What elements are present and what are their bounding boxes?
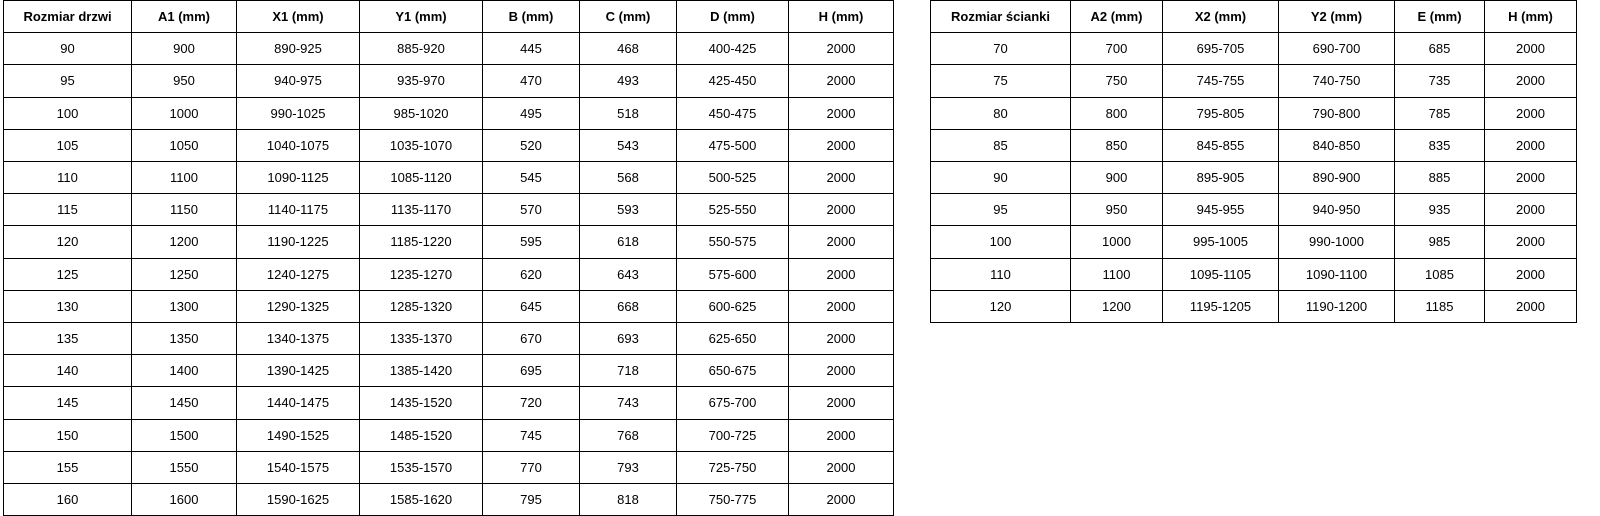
cell: 140 — [4, 355, 132, 387]
cell: 895-905 — [1163, 162, 1279, 194]
cell: 1240-1275 — [237, 258, 360, 290]
cell: 1400 — [132, 355, 237, 387]
cell: 985 — [1395, 226, 1485, 258]
table-row — [4, 33, 894, 65]
cell: 2000 — [789, 323, 894, 355]
table-row — [931, 226, 1577, 258]
cell: 693 — [580, 323, 677, 355]
table-row — [4, 355, 894, 387]
cell: 700-725 — [677, 419, 789, 451]
table-row — [931, 162, 1577, 194]
cell: 1190-1200 — [1279, 290, 1395, 322]
cell: 1285-1320 — [360, 290, 483, 322]
cell: 135 — [4, 323, 132, 355]
column-header: Rozmiar drzwi — [4, 1, 132, 33]
cell: 90 — [4, 33, 132, 65]
column-header: E (mm) — [1395, 1, 1485, 33]
column-header: D (mm) — [677, 1, 789, 33]
cell: 650-675 — [677, 355, 789, 387]
cell: 1535-1570 — [360, 451, 483, 483]
cell: 618 — [580, 226, 677, 258]
cell: 100 — [931, 226, 1071, 258]
cell: 525-550 — [677, 194, 789, 226]
cell: 400-425 — [677, 33, 789, 65]
cell: 725-750 — [677, 451, 789, 483]
cell: 568 — [580, 162, 677, 194]
cell: 1100 — [132, 162, 237, 194]
cell: 850 — [1071, 129, 1163, 161]
cell: 1435-1520 — [360, 387, 483, 419]
cell: 80 — [931, 97, 1071, 129]
cell: 600-625 — [677, 290, 789, 322]
cell: 1140-1175 — [237, 194, 360, 226]
column-header: Rozmiar ścianki — [931, 1, 1071, 33]
cell: 750 — [1071, 65, 1163, 97]
table-row — [4, 97, 894, 129]
cell: 1350 — [132, 323, 237, 355]
cell: 800 — [1071, 97, 1163, 129]
table-row — [931, 194, 1577, 226]
cell: 1195-1205 — [1163, 290, 1279, 322]
cell: 793 — [580, 451, 677, 483]
cell: 985-1020 — [360, 97, 483, 129]
column-header: Y1 (mm) — [360, 1, 483, 33]
cell: 1235-1270 — [360, 258, 483, 290]
cell: 995-1005 — [1163, 226, 1279, 258]
cell: 2000 — [789, 226, 894, 258]
column-header: A2 (mm) — [1071, 1, 1163, 33]
cell: 743 — [580, 387, 677, 419]
cell: 940-950 — [1279, 194, 1395, 226]
cell: 95 — [4, 65, 132, 97]
cell: 2000 — [1485, 162, 1577, 194]
cell: 518 — [580, 97, 677, 129]
cell: 1290-1325 — [237, 290, 360, 322]
table-row — [4, 194, 894, 226]
column-header: Y2 (mm) — [1279, 1, 1395, 33]
cell: 2000 — [1485, 226, 1577, 258]
cell: 643 — [580, 258, 677, 290]
cell: 900 — [132, 33, 237, 65]
cell: 125 — [4, 258, 132, 290]
cell: 845-855 — [1163, 129, 1279, 161]
cell: 160 — [4, 484, 132, 516]
cell: 645 — [483, 290, 580, 322]
walls-dimensions-table — [930, 0, 1577, 323]
cell: 795-805 — [1163, 97, 1279, 129]
doors-dimensions-table — [3, 0, 894, 516]
cell: 695 — [483, 355, 580, 387]
cell: 2000 — [789, 355, 894, 387]
cell: 840-850 — [1279, 129, 1395, 161]
cell: 493 — [580, 65, 677, 97]
cell: 150 — [4, 419, 132, 451]
cell: 2000 — [789, 484, 894, 516]
cell: 75 — [931, 65, 1071, 97]
cell: 2000 — [789, 451, 894, 483]
cell: 110 — [931, 258, 1071, 290]
cell: 1450 — [132, 387, 237, 419]
cell: 1540-1575 — [237, 451, 360, 483]
cell: 115 — [4, 194, 132, 226]
column-header: X1 (mm) — [237, 1, 360, 33]
table-row — [4, 290, 894, 322]
table-row — [4, 226, 894, 258]
cell: 900 — [1071, 162, 1163, 194]
cell: 1485-1520 — [360, 419, 483, 451]
cell: 1340-1375 — [237, 323, 360, 355]
cell: 990-1025 — [237, 97, 360, 129]
cell: 1385-1420 — [360, 355, 483, 387]
cell: 1590-1625 — [237, 484, 360, 516]
cell: 2000 — [1485, 258, 1577, 290]
table-row — [4, 387, 894, 419]
cell: 1085 — [1395, 258, 1485, 290]
cell: 1090-1100 — [1279, 258, 1395, 290]
cell: 95 — [931, 194, 1071, 226]
cell: 1600 — [132, 484, 237, 516]
doors-dimensions-table-container — [3, 0, 894, 516]
cell: 2000 — [1485, 97, 1577, 129]
cell: 745-755 — [1163, 65, 1279, 97]
cell: 1000 — [132, 97, 237, 129]
table-row — [931, 97, 1577, 129]
table-header-row — [4, 1, 894, 33]
cell: 735 — [1395, 65, 1485, 97]
cell: 700 — [1071, 33, 1163, 65]
cell: 155 — [4, 451, 132, 483]
cell: 445 — [483, 33, 580, 65]
cell: 790-800 — [1279, 97, 1395, 129]
column-header: X2 (mm) — [1163, 1, 1279, 33]
table-row — [4, 65, 894, 97]
cell: 625-650 — [677, 323, 789, 355]
table-row — [931, 33, 1577, 65]
cell: 545 — [483, 162, 580, 194]
cell: 1150 — [132, 194, 237, 226]
cell: 2000 — [789, 162, 894, 194]
cell: 1040-1075 — [237, 129, 360, 161]
cell: 885-920 — [360, 33, 483, 65]
cell: 1585-1620 — [360, 484, 483, 516]
cell: 1200 — [1071, 290, 1163, 322]
cell: 1335-1370 — [360, 323, 483, 355]
table-row — [4, 484, 894, 516]
cell: 768 — [580, 419, 677, 451]
cell: 675-700 — [677, 387, 789, 419]
cell: 2000 — [789, 33, 894, 65]
cell: 2000 — [789, 194, 894, 226]
cell: 2000 — [1485, 194, 1577, 226]
cell: 1500 — [132, 419, 237, 451]
cell: 595 — [483, 226, 580, 258]
cell: 470 — [483, 65, 580, 97]
cell: 750-775 — [677, 484, 789, 516]
cell: 145 — [4, 387, 132, 419]
cell: 110 — [4, 162, 132, 194]
cell: 740-750 — [1279, 65, 1395, 97]
cell: 130 — [4, 290, 132, 322]
cell: 593 — [580, 194, 677, 226]
column-header: H (mm) — [789, 1, 894, 33]
cell: 90 — [931, 162, 1071, 194]
cell: 745 — [483, 419, 580, 451]
cell: 1135-1170 — [360, 194, 483, 226]
column-header: C (mm) — [580, 1, 677, 33]
table-row — [4, 129, 894, 161]
table-row — [4, 451, 894, 483]
table-row — [4, 258, 894, 290]
cell: 1390-1425 — [237, 355, 360, 387]
cell: 120 — [931, 290, 1071, 322]
cell: 690-700 — [1279, 33, 1395, 65]
cell: 85 — [931, 129, 1071, 161]
cell: 785 — [1395, 97, 1485, 129]
cell: 670 — [483, 323, 580, 355]
table-header-row — [931, 1, 1577, 33]
cell: 990-1000 — [1279, 226, 1395, 258]
cell: 475-500 — [677, 129, 789, 161]
cell: 425-450 — [677, 65, 789, 97]
cell: 885 — [1395, 162, 1485, 194]
column-header: H (mm) — [1485, 1, 1577, 33]
cell: 2000 — [789, 387, 894, 419]
cell: 2000 — [789, 419, 894, 451]
cell: 935-970 — [360, 65, 483, 97]
cell: 1250 — [132, 258, 237, 290]
cell: 1050 — [132, 129, 237, 161]
cell: 1550 — [132, 451, 237, 483]
cell: 1190-1225 — [237, 226, 360, 258]
walls-dimensions-table-container — [930, 0, 1577, 323]
cell: 1035-1070 — [360, 129, 483, 161]
cell: 945-955 — [1163, 194, 1279, 226]
cell: 718 — [580, 355, 677, 387]
table-row — [931, 290, 1577, 322]
cell: 1090-1125 — [237, 162, 360, 194]
cell: 570 — [483, 194, 580, 226]
cell: 450-475 — [677, 97, 789, 129]
cell: 2000 — [789, 290, 894, 322]
cell: 940-975 — [237, 65, 360, 97]
cell: 575-600 — [677, 258, 789, 290]
cell: 720 — [483, 387, 580, 419]
cell: 1100 — [1071, 258, 1163, 290]
cell: 1185-1220 — [360, 226, 483, 258]
cell: 835 — [1395, 129, 1485, 161]
cell: 890-900 — [1279, 162, 1395, 194]
cell: 1490-1525 — [237, 419, 360, 451]
cell: 105 — [4, 129, 132, 161]
cell: 668 — [580, 290, 677, 322]
table-row — [4, 419, 894, 451]
cell: 620 — [483, 258, 580, 290]
column-header: B (mm) — [483, 1, 580, 33]
table-row — [931, 258, 1577, 290]
cell: 1000 — [1071, 226, 1163, 258]
cell: 1200 — [132, 226, 237, 258]
table-row — [4, 323, 894, 355]
cell: 795 — [483, 484, 580, 516]
cell: 950 — [132, 65, 237, 97]
cell: 500-525 — [677, 162, 789, 194]
cell: 2000 — [1485, 290, 1577, 322]
cell: 935 — [1395, 194, 1485, 226]
cell: 1085-1120 — [360, 162, 483, 194]
cell: 120 — [4, 226, 132, 258]
cell: 1300 — [132, 290, 237, 322]
cell: 770 — [483, 451, 580, 483]
cell: 495 — [483, 97, 580, 129]
cell: 2000 — [1485, 129, 1577, 161]
cell: 543 — [580, 129, 677, 161]
column-header: A1 (mm) — [132, 1, 237, 33]
table-row — [931, 129, 1577, 161]
cell: 890-925 — [237, 33, 360, 65]
table-row — [931, 65, 1577, 97]
cell: 1440-1475 — [237, 387, 360, 419]
cell: 520 — [483, 129, 580, 161]
cell: 695-705 — [1163, 33, 1279, 65]
cell: 950 — [1071, 194, 1163, 226]
cell: 2000 — [789, 97, 894, 129]
cell: 2000 — [1485, 33, 1577, 65]
cell: 2000 — [789, 65, 894, 97]
cell: 2000 — [789, 129, 894, 161]
cell: 70 — [931, 33, 1071, 65]
cell: 1185 — [1395, 290, 1485, 322]
cell: 2000 — [1485, 65, 1577, 97]
cell: 550-575 — [677, 226, 789, 258]
cell: 2000 — [789, 258, 894, 290]
cell: 685 — [1395, 33, 1485, 65]
cell: 468 — [580, 33, 677, 65]
table-row — [4, 162, 894, 194]
cell: 100 — [4, 97, 132, 129]
cell: 1095-1105 — [1163, 258, 1279, 290]
cell: 818 — [580, 484, 677, 516]
